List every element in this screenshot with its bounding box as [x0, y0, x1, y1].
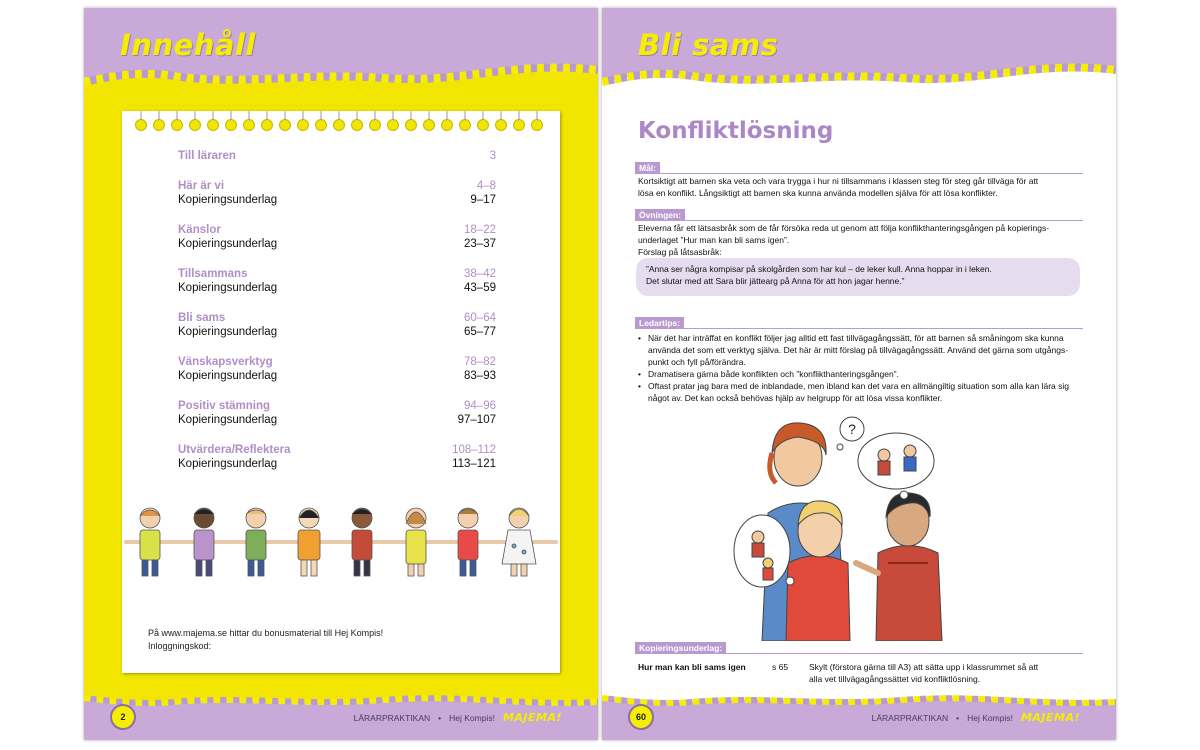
ovningen-text: [638, 222, 1078, 258]
toc-row[interactable]: [178, 223, 496, 238]
toc-sub-title: Kopieringsunderlag: [178, 458, 278, 470]
text-line: Det slutar med att Sara blir jättearg på Anna för att hon jagar henne.”: [646, 276, 905, 286]
kopieringsunderlag-label: Kopieringsunderlag:: [635, 642, 726, 654]
toc-title: Tillsammans: [178, 267, 248, 280]
child-figure: [298, 508, 320, 576]
toc-pages: 3: [489, 150, 496, 162]
toc-pages: 4–8: [476, 179, 496, 192]
worksheet-name: Hur man kan bli sams igen: [638, 662, 746, 672]
toc-pages: 18–22: [464, 223, 496, 236]
toc-sub-pages: 113–121: [452, 458, 496, 470]
toc-title: Här är vi: [178, 179, 225, 192]
toc-title: Bli sams: [178, 311, 226, 324]
child-figure: [352, 508, 372, 576]
toc-sub-pages: 83–93: [464, 370, 496, 382]
toc-row[interactable]: [178, 355, 496, 370]
toc-section: [178, 443, 496, 472]
divider: [635, 220, 1083, 221]
footer-series: LÄRARPRAKTIKAN: [871, 712, 949, 723]
toc-row[interactable]: [178, 399, 496, 414]
text-line: ”Anna ser några kompisar på skolgården som har kul – de leker kull. Anna hoppar in i leken.: [646, 264, 992, 274]
toc-sub-pages: 9–17: [470, 194, 496, 206]
toc-row[interactable]: [178, 149, 496, 164]
thought-bubble-scene: [858, 433, 934, 499]
toc-sub-title: Kopieringsunderlag: [178, 414, 278, 426]
toc-row[interactable]: [178, 311, 496, 326]
toc-sub-pages: 65–77: [464, 326, 496, 338]
toc-section: [178, 179, 496, 208]
toc-row[interactable]: [178, 179, 496, 194]
toc-section: [178, 311, 496, 340]
page-heading: Bli sams: [638, 28, 779, 62]
toc-pages: 94–96: [464, 399, 496, 412]
toc-subrow[interactable]: [178, 237, 496, 252]
example-quote-box: [636, 258, 1080, 296]
toc-subrow[interactable]: [178, 281, 496, 296]
text-line: något av. Det kan också behövas hjälp av helgrupp för att lösa vissa konflikter.: [648, 393, 943, 403]
footer-book: Hej Kompis!: [967, 712, 1013, 723]
footer-series: LÄRARPRAKTIKAN: [353, 712, 431, 723]
child-figure: [502, 508, 536, 576]
ovningen-label: Övningen:: [635, 209, 685, 221]
toc-section: [178, 223, 496, 252]
toc-sub-pages: 43–59: [464, 282, 496, 294]
toc-sub-pages: 97–107: [457, 414, 496, 426]
child-figure: [406, 508, 426, 576]
login-code-line: Inloggningskod:: [148, 641, 212, 651]
toc-subrow[interactable]: [178, 457, 496, 472]
worksheet-description: [809, 661, 1078, 685]
spiral-rings: [122, 111, 560, 141]
text-line: Förslag på låtsasbråk:: [638, 247, 722, 257]
page-number-badge: 2: [110, 704, 136, 730]
toc-section: [178, 355, 496, 384]
text-line: underlaget ”Hur man kan bli sams igen”.: [638, 235, 790, 245]
toc-row[interactable]: [178, 267, 496, 282]
toc-title: Positiv stämning: [178, 399, 271, 412]
running-footer: [872, 711, 1080, 724]
text-line: alla vet tillvägagångssättet vid konfliktlösning.: [809, 674, 981, 684]
toc-sub-pages: 23–37: [464, 238, 496, 250]
toc-subrow[interactable]: [178, 325, 496, 340]
toc-sub-title: Kopieringsunderlag: [178, 282, 278, 294]
text-line: Skylt (förstora gärna till A3) att sätta upp i klassrummet så att: [809, 662, 1039, 672]
question-mark: ?: [848, 421, 856, 437]
text-line: punkt och fyll på/förändra.: [648, 357, 746, 367]
footer-book: Hej Kompis!: [449, 712, 495, 723]
toc-section: [178, 149, 496, 164]
child-figure: [458, 508, 478, 576]
divider: [635, 328, 1083, 329]
toc-pages: 108–112: [452, 443, 496, 456]
toc-title: Känslor: [178, 223, 221, 236]
publisher-logo: MAJEMA!: [502, 711, 562, 724]
list-item: [638, 332, 1078, 368]
toc-subrow[interactable]: [178, 413, 496, 428]
text-line: • Dramatisera gärna både konflikten och ”konflikthanteringsgången”.: [648, 369, 899, 379]
kopieringsunderlag-row: [638, 661, 1078, 685]
notebook-card: [122, 111, 560, 673]
divider: [635, 653, 1083, 654]
toc-title: Vänskapsverktyg: [178, 355, 273, 368]
section-title: Konfliktlösning: [638, 118, 834, 144]
toc-sub-title: Kopieringsunderlag: [178, 326, 278, 338]
child-figure: [140, 508, 160, 576]
text-line: Eleverna får ett lätsasbråk som de får försöka reda ut genom att följa konflikthanteringsgången på kopierings-: [638, 223, 1050, 233]
text-line: lösa en konflikt. Långsiktigt att barnen ska kunna använda modellen själva för att lösa konflikter.: [638, 188, 998, 198]
list-item: [638, 380, 1078, 404]
footer-bullet-icon: •: [438, 712, 442, 723]
publisher-logo: MAJEMA!: [1020, 711, 1080, 724]
table-of-contents: [178, 149, 496, 487]
toc-title: Till läraren: [178, 150, 236, 162]
page-heading: Innehåll: [120, 28, 256, 62]
toc-sub-title: Kopieringsunderlag: [178, 370, 278, 382]
child-figure: [194, 508, 214, 576]
running-footer: [354, 711, 562, 724]
toc-pages: 60–64: [464, 311, 496, 324]
list-item: [638, 368, 1078, 380]
mal-text: [638, 175, 1078, 199]
toc-subrow[interactable]: [178, 369, 496, 384]
bonus-material-line: På www.majema.se hittar du bonusmaterial till Hej Kompis!: [148, 628, 384, 638]
divider: [635, 173, 1083, 174]
notebook-footer: [148, 627, 383, 653]
toc-sub-title: Kopieringsunderlag: [178, 238, 278, 250]
toc-title: Utvärdera/Reflektera: [178, 443, 291, 456]
page-number-badge: 60: [628, 704, 654, 730]
footer-bullet-icon: •: [956, 712, 960, 723]
text-line: • Oftast pratar jag bara med de inblandade, men ibland kan det vara en allmängiltig situation som alla kan lära sig: [648, 381, 1069, 391]
right-page: [602, 8, 1116, 740]
toc-sub-title: Kopieringsunderlag: [178, 194, 278, 206]
toc-subrow[interactable]: [178, 193, 496, 208]
children-holding-hands-illustration: [122, 506, 560, 581]
child-figure: [246, 508, 266, 576]
text-line: använda det som ett verktyg själva. Det här är mitt förslag på tillvägagångssätt. Använd det gärna som utgångs-: [648, 345, 1069, 355]
left-page: [84, 8, 598, 740]
text-line: • När det har inträffat en konflikt följer jag alltid ett fast tillvägagångssätt, för att barnen så småningom ska kunna: [648, 333, 1064, 343]
question-bubble: [837, 417, 864, 450]
toc-pages: 38–42: [464, 267, 496, 280]
mal-label: Mål:: [635, 162, 660, 174]
toc-section: [178, 399, 496, 428]
ledartips-list: [638, 332, 1078, 404]
text-line: Kortsiktigt att barnen ska veta och vara trygga i hur ni tillsammans i klassen steg för steg går tillväga för att: [638, 176, 1039, 186]
ledartips-label: Ledartips:: [635, 317, 684, 329]
toc-pages: 78–82: [464, 355, 496, 368]
toc-section: [178, 267, 496, 296]
toc-row[interactable]: [178, 443, 496, 458]
worksheet-page: s 65: [772, 662, 789, 672]
angry-boy-figure: [856, 493, 942, 641]
conflict-illustration: [728, 413, 984, 641]
